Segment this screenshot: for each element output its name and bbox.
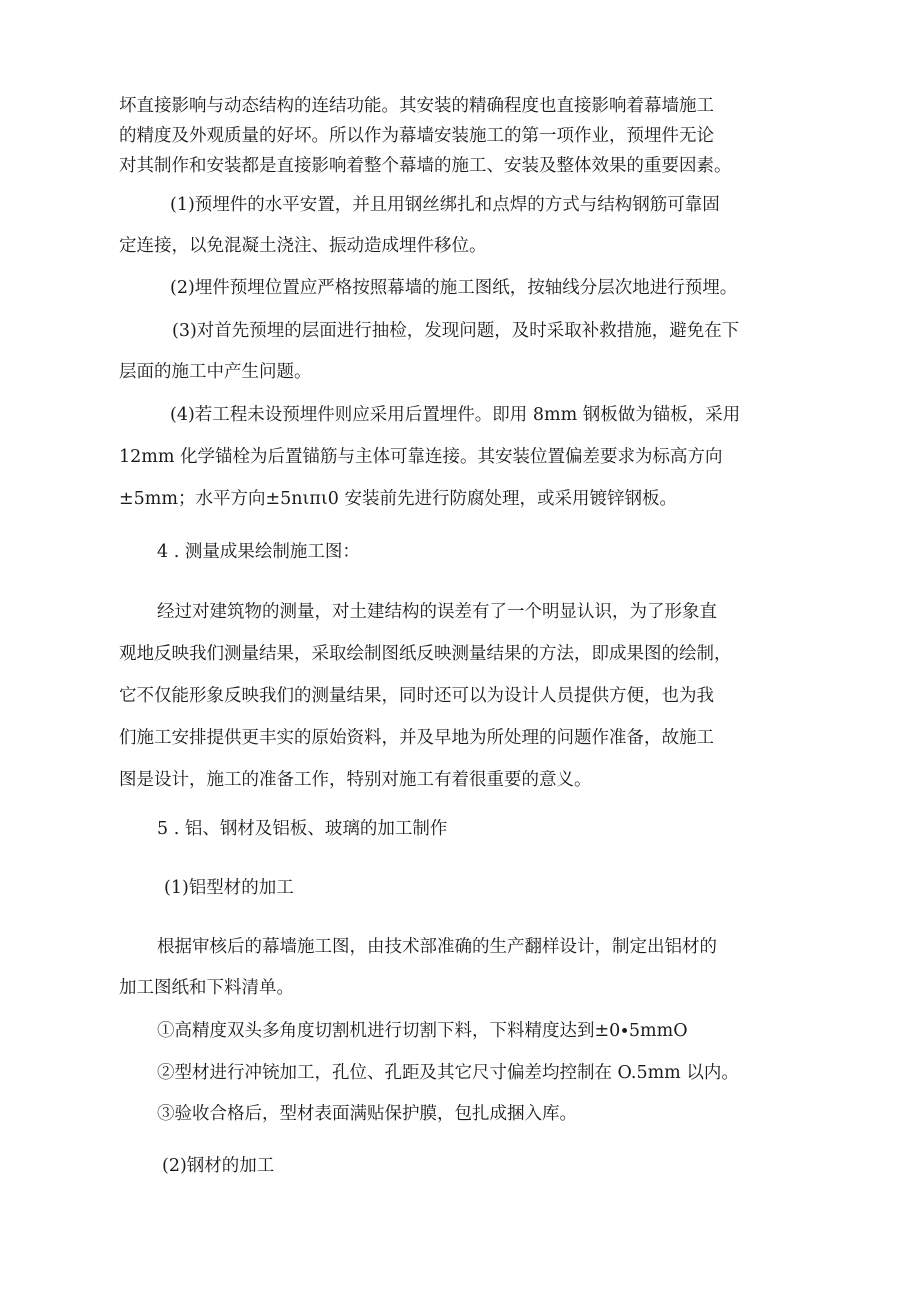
subsection-heading: (1)铝型材的加工 [164, 878, 294, 898]
section-heading: 5 . 铝、钢材及铝板、玻璃的加工制作 [157, 819, 448, 839]
subsection-heading: (2)钢材的加工 [162, 1156, 275, 1176]
list-item: ①高精度双头多角度切割机进行切割下料，下料精度达到±0∙5mmO [157, 1021, 688, 1041]
text-line: 经过对建筑物的测量，对土建结构的误差有了一个明显认识，为了形象直 [157, 602, 717, 622]
text-line: (4)若工程未设预埋件则应采用后置埋件。即用 8mm 钢板做为锚板，采用 [170, 405, 741, 425]
text-line: 对其制作和安装都是直接影响着整个幕墙的施工、安装及整体效果的重要因素。 [119, 156, 732, 176]
text-line: 根据审核后的幕墙施工图，由技术部准确的生产翻样设计，制定出铝材的 [157, 937, 717, 957]
text-line: 层面的施工中产生问题。 [119, 362, 312, 382]
text-line: 它不仅能形象反映我们的测量结果，同时还可以为设计人员提供方便，也为我 [119, 686, 714, 706]
text-line: 加工图纸和下料清单。 [119, 978, 294, 998]
text-line: 定连接，以免混凝土浇注、振动造成埋件移位。 [119, 236, 487, 256]
text-line: 坏直接影响与动态结构的连结功能。其安装的精确程度也直接影响着幕墙施工 [119, 96, 714, 116]
section-heading: 4 . 测量成果绘制施工图： [157, 542, 360, 562]
text-line: 图是设计，施工的准备工作，特别对施工有着很重要的意义。 [119, 770, 592, 790]
text-line: 的精度及外观质量的好坏。所以作为幕墙安装施工的第一项作业，预埋件无论 [119, 126, 714, 146]
text-line: (3)对首先预埋的层面进行抽检，发现问题，及时采取补救措施，避免在下 [172, 321, 740, 341]
text-line: 们施工安排提供更丰实的原始资料，并及早地为所处理的问题作准备，故施工 [119, 728, 714, 748]
text-line: (2)埋件预埋位置应严格按照幕墙的施工图纸，按轴线分层次地进行预埋。 [170, 278, 738, 298]
text-line: 12mm 化学锚栓为后置锚筋与主体可靠连接。其安装位置偏差要求为标高方向 [119, 447, 723, 467]
text-line: ±5mm；水平方向±5nιπι0 安装前先进行防腐处理，或采用镀锌钢板。 [119, 489, 677, 509]
text-line: (1)预埋件的水平安置，并且用钢丝绑扎和点焊的方式与结构钢筋可靠固 [170, 195, 720, 215]
text-line: 观地反映我们测量结果，采取绘制图纸反映测量结果的方法，即成果图的绘制， [119, 644, 732, 664]
list-item: ③验收合格后，型材表面满贴保护膜，包扎成捆入库。 [157, 1104, 577, 1124]
list-item: ②型材进行冲铳加工，孔位、孔距及其它尺寸偏差均控制在 O.5mm 以内。 [157, 1063, 739, 1083]
